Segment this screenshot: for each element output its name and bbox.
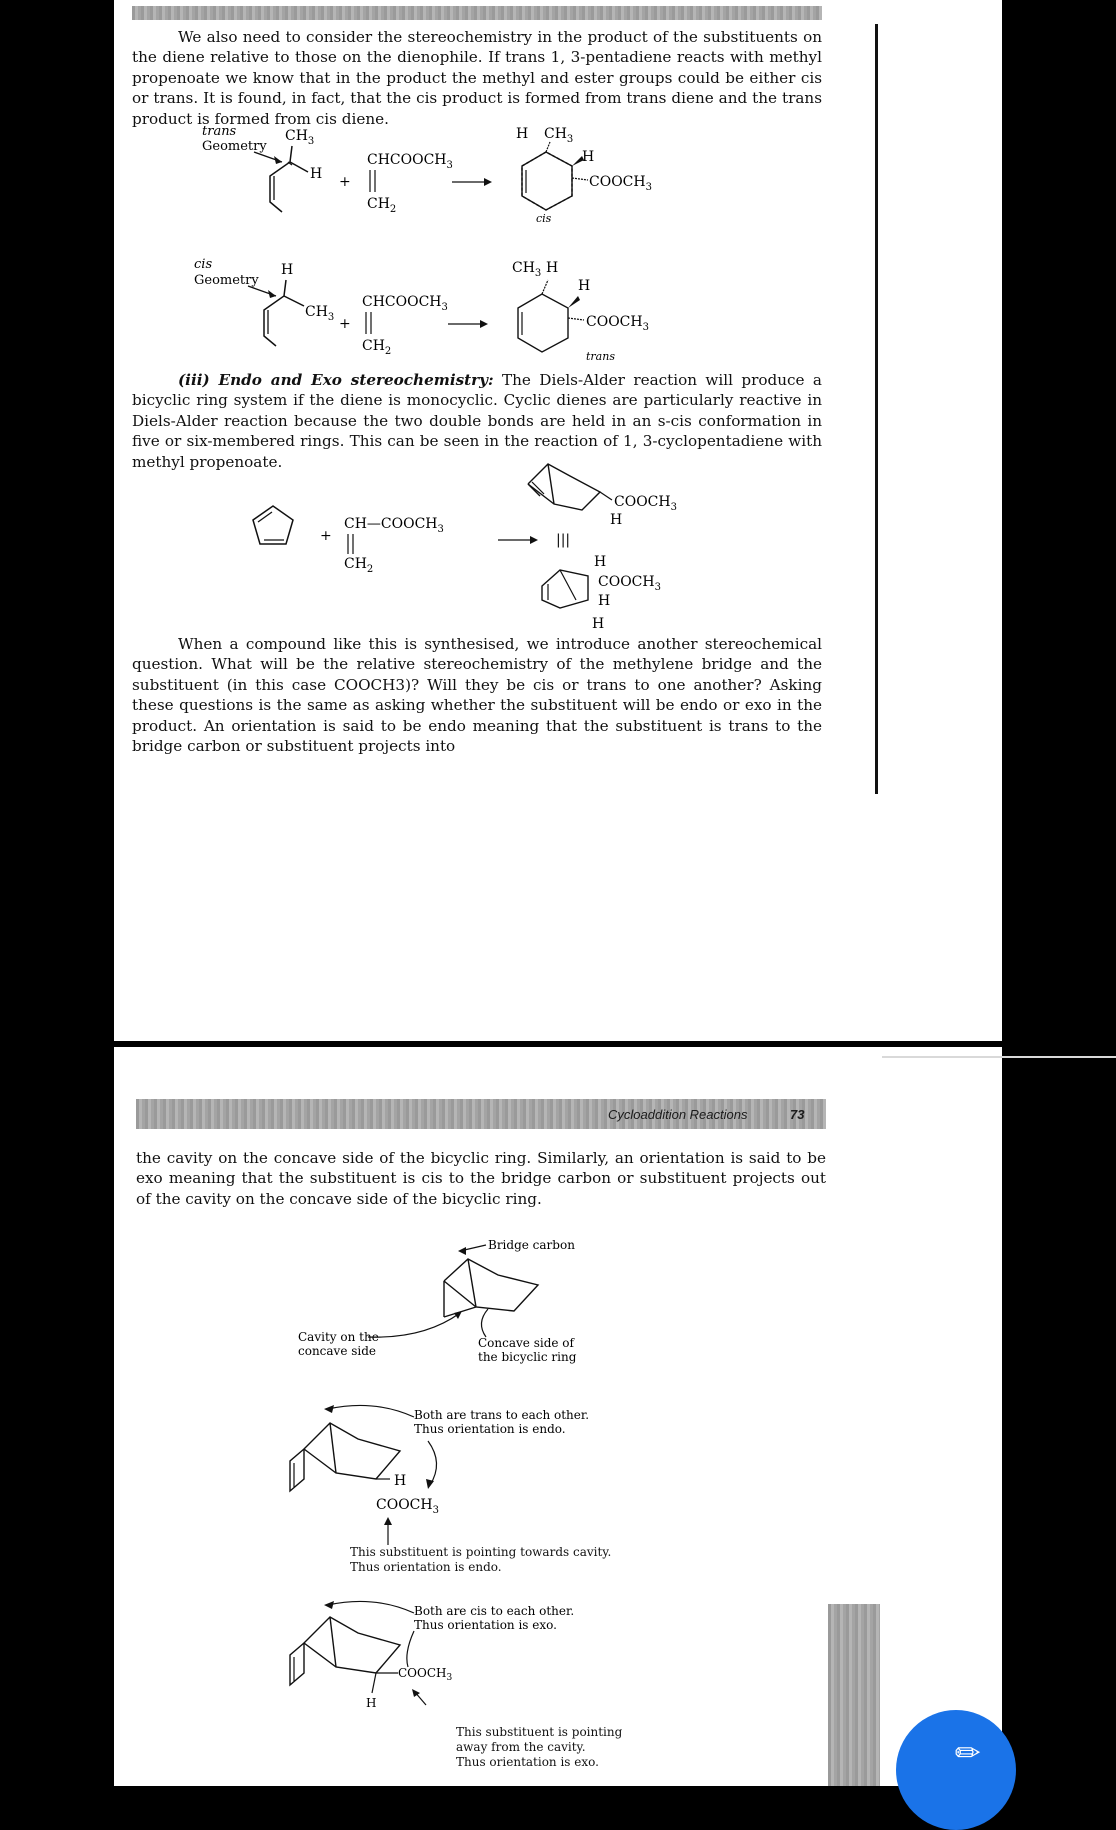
page-1-header-bar <box>132 6 822 20</box>
propenoate-top: $CH—COOCH_3$ <box>344 516 444 535</box>
scheme-trans-diene <box>114 118 1002 228</box>
page-1 <box>114 0 1002 1041</box>
edit-button[interactable] <box>896 1710 1016 1830</box>
svg-text:Bridge carbon: Bridge carbon <box>488 1238 575 1252</box>
svg-text:COOCH3: $COOCH_3$ <box>614 494 677 513</box>
margin-line <box>875 24 878 794</box>
cyclopentadiene-ring <box>253 506 293 544</box>
trans-label: trans <box>202 124 237 139</box>
ch3-label: $CH_3$ <box>285 128 315 147</box>
svg-text:+: + <box>320 528 332 544</box>
svg-text:H: H <box>594 554 607 570</box>
svg-text:H: H <box>516 126 529 142</box>
svg-text:H: H <box>281 262 294 278</box>
dienophile-top: $CHCOOCH_3$ <box>367 152 453 171</box>
svg-text:CHCOOCH3: $CHCOOCH_3$ <box>362 294 448 313</box>
svg-text:+: + <box>339 316 351 332</box>
svg-text:Both are trans to each other.: Both are trans to each other. <box>414 1408 590 1422</box>
svg-text:Cavity on the: Cavity on the <box>298 1330 379 1344</box>
figure-bridge-carbon <box>114 1227 1002 1407</box>
svg-text:Thus orientation is exo.: Thus orientation is exo. <box>414 1618 557 1632</box>
cis-product-label: cis <box>536 212 552 225</box>
svg-text:Concave side of: Concave side of <box>478 1336 574 1350</box>
svg-text:CH3: $CH_3$ <box>544 126 574 145</box>
page-number: 73 <box>790 1107 805 1122</box>
svg-text:COOCH3: $COOCH_3$ <box>586 314 649 333</box>
equivalence-symbol: ||| <box>556 532 571 548</box>
svg-text:CH2: $CH_2$ <box>362 338 392 357</box>
paragraph-stereochemistry: We also need to consider the stereochemistry in the product of the substituents on the diene relative to those on the dienophile. If trans 1, 3-pentadiene reacts with methyl propenoate we know that in the product the methyl and ester groups could be either cis or trans. It is found, in fact, that the cis product is formed from trans diene and the trans product is formed from cis diene. <box>132 28 822 128</box>
svg-text:concave side: concave side <box>298 1344 377 1358</box>
right-page-edge <box>882 1056 1116 1058</box>
svg-text:Both are cis to each other.: Both are cis to each other. <box>414 1604 575 1618</box>
paragraph-cavity: the cavity on the concave side of the bicyclic ring. Similarly, an orientation is said to be exo meaning that the substituent is cis to the bridge carbon or substituent projects out of the cavity on the concave side of the bicyclic ring. <box>136 1149 826 1208</box>
svg-text:H: H <box>578 278 591 294</box>
svg-text:CH3: $CH_3$ <box>305 304 335 323</box>
scheme-cyclopentadiene <box>114 450 1002 640</box>
cis-label: cis <box>194 257 213 272</box>
product-ester: $COOCH_3$ <box>589 174 652 193</box>
running-header: Cycloaddition Reactions <box>608 1107 748 1122</box>
svg-text:COOCH3: $COOCH_3$ <box>598 574 661 593</box>
geometry-label-2: Geometry <box>194 273 259 288</box>
dienophile-bottom: $CH_2$ <box>367 196 397 215</box>
svg-text:H: H <box>610 512 623 528</box>
svg-text:H: H <box>598 593 611 609</box>
plus-sign: + <box>339 174 351 190</box>
pencil-icon: ✎ <box>947 1732 990 1775</box>
svg-text:COOCH3: $COOCH_3$ <box>398 1666 453 1683</box>
svg-text:H: H <box>394 1473 407 1489</box>
svg-text:H: H <box>592 616 605 632</box>
right-thumbnail-strip <box>828 1604 880 1786</box>
exo-note: This substituent is pointing away from the cavity. Thus orientation is exo. <box>456 1725 623 1769</box>
scheme-cis-diene <box>114 256 1002 366</box>
svg-text:H: H <box>366 1696 377 1710</box>
svg-text:CH2: $CH_2$ <box>344 556 374 575</box>
paragraph-endo-exo: (iii) Endo and Exo stereochemistry: The Diels-Alder reaction will produce a bicyclic ring system if the diene is monocyclic. Cyclic dienes are particularly reactive in Diels-Alder reaction because the two double bonds are held in an s-cis conformation in five or six-membered rings. This can be seen in the reaction of 1, 3-cyclopentadiene with methyl propenoate. <box>132 371 822 471</box>
figure-endo <box>114 1399 1002 1559</box>
svg-text:the bicyclic ring: the bicyclic ring <box>478 1350 577 1364</box>
svg-text:COOCH3: $COOCH_3$ <box>376 1497 439 1516</box>
endo-note: This substituent is pointing towards cavity. Thus orientation is endo. <box>350 1545 612 1574</box>
svg-text:Thus orientation is endo.: Thus orientation is endo. <box>414 1422 566 1436</box>
svg-text:H: H <box>582 149 595 165</box>
svg-text:H: H <box>546 260 559 276</box>
geometry-label: Geometry <box>202 139 267 154</box>
paragraph-synthesised: When a compound like this is synthesised, we introduce another stereochemical question. What will be the relative stereochemistry of the methylene bridge and the substituent (in this case COOCH3)? Will they be cis or trans to one another? Asking these questions is the same as asking whether the substituent will be endo or exo in the product. An orientation is said to be endo meaning that the substituent is trans to the bridge carbon or substituent projects into <box>132 635 822 756</box>
h-label: H <box>310 166 323 182</box>
svg-text:CH3: $CH_3$ <box>512 260 542 279</box>
trans-product-label: trans <box>586 350 615 363</box>
